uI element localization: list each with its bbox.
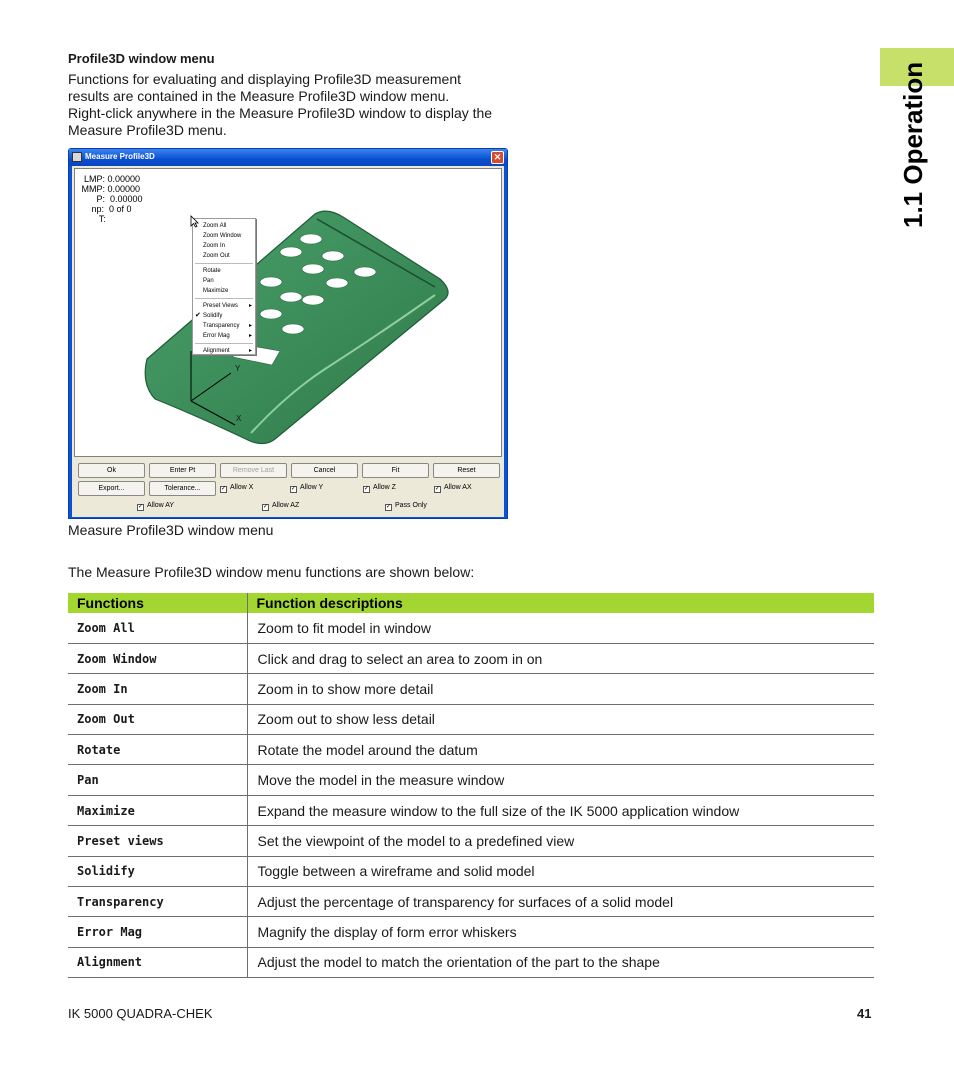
intro-line: Right-click anywhere in the Measure Profile3D window to display the: [68, 105, 493, 121]
checkbox-check-icon: ✓: [435, 486, 441, 492]
section-heading: Profile3D window menu: [68, 51, 215, 66]
checkbox-check-icon: ✓: [364, 486, 370, 492]
allow-z-checkbox[interactable]: [363, 483, 396, 493]
function-description: Click and drag to select an area to zoom in on: [247, 643, 874, 673]
window-client: [72, 166, 504, 517]
menu-item-solidify[interactable]: [193, 311, 255, 321]
checkbox-label: Pass Only: [395, 502, 427, 509]
figure-caption: Measure Profile3D window menu: [68, 522, 274, 538]
menu-item-maximize[interactable]: Maximize: [203, 288, 229, 294]
allow-y-checkbox[interactable]: [290, 483, 323, 493]
menu-item-rotate[interactable]: Rotate: [203, 268, 221, 274]
menu-item-transparency[interactable]: [193, 321, 255, 331]
function-name: Preset views: [68, 826, 247, 856]
menu-item-alignment[interactable]: [193, 346, 255, 356]
function-name: Zoom Out: [68, 704, 247, 734]
allow-ax-checkbox[interactable]: [434, 483, 472, 493]
window-title: Measure Profile3D: [85, 152, 155, 161]
submenu-arrow-icon: ▸: [248, 333, 252, 339]
enter-pt-button[interactable]: Enter Pt: [149, 463, 216, 478]
function-description: Expand the measure window to the full size of the IK 5000 application window: [247, 795, 874, 825]
submenu-arrow-icon: ▸: [248, 323, 252, 329]
y-axis-label: Y: [235, 364, 241, 373]
submenu-arrow-icon: ▸: [248, 348, 252, 354]
readout-mmp: MMP: 0.00000: [79, 184, 141, 194]
menu-label: Alignment: [203, 348, 230, 354]
measurement-readouts: [79, 174, 143, 224]
context-menu: [192, 218, 256, 355]
checkbox-check-icon: ✓: [291, 486, 297, 492]
menu-label: Preset Views: [203, 303, 238, 309]
remove-last-button[interactable]: Remove Last: [220, 463, 287, 478]
header-descriptions: Function descriptions: [247, 593, 874, 613]
table-lead-text: The Measure Profile3D window menu functions are shown below:: [68, 564, 475, 580]
table-row: [68, 826, 874, 856]
table-header-row: [68, 593, 874, 613]
function-description: Adjust the model to match the orientation of the part to the shape: [247, 947, 874, 977]
function-name: Rotate: [68, 735, 247, 765]
close-button[interactable]: ✕: [491, 151, 504, 164]
menu-item-pan[interactable]: Pan: [203, 278, 214, 284]
readout-lmp: LMP: 0.00000: [79, 174, 141, 184]
export-button[interactable]: Export...: [78, 481, 145, 496]
table-row: [68, 613, 874, 643]
function-description: Move the model in the measure window: [247, 765, 874, 795]
function-name: Solidify: [68, 856, 247, 886]
mouse-pointer-icon: [190, 215, 199, 228]
table-row: [68, 765, 874, 795]
readout-np: np: 0 of 0: [79, 204, 132, 214]
function-name: Zoom Window: [68, 643, 247, 673]
checkbox-check-icon: ✓: [221, 486, 227, 492]
checkbox-label: Allow AZ: [272, 502, 300, 509]
checkbox-label: Allow AY: [147, 502, 175, 509]
readout-p: P: 0.00000: [79, 194, 143, 204]
checkbox-check-icon: ✓: [386, 504, 392, 510]
menu-label: Error Mag: [203, 333, 230, 339]
function-name: Zoom In: [68, 674, 247, 704]
allow-az-checkbox[interactable]: [262, 501, 299, 511]
intro-paragraph: [68, 71, 518, 139]
chapter-title: 1.1 Operation: [898, 61, 928, 228]
table-row: [68, 856, 874, 886]
menu-label: Solidify: [203, 313, 223, 319]
x-axis-label: X: [236, 414, 242, 423]
functions-table: [68, 593, 874, 978]
intro-line: results are contained in the Measure Profile3D window menu.: [68, 88, 450, 104]
footer-product: IK 5000 QUADRA-CHEK: [68, 1006, 213, 1021]
menu-item-error-mag[interactable]: [193, 331, 255, 341]
submenu-arrow-icon: ▸: [248, 303, 252, 309]
app-icon: [72, 152, 82, 162]
function-description: Rotate the model around the datum: [247, 735, 874, 765]
menu-item-zoom-window[interactable]: Zoom Window: [203, 233, 242, 239]
menu-item-zoom-in[interactable]: Zoom In: [203, 243, 226, 249]
ok-button[interactable]: Ok: [78, 463, 145, 478]
table-row: [68, 887, 874, 917]
allow-x-checkbox[interactable]: [220, 483, 253, 493]
function-description: Adjust the percentage of transparency for surfaces of a solid model: [247, 887, 874, 917]
menu-separator: [195, 263, 253, 264]
function-name: Maximize: [68, 795, 247, 825]
page-number: 41: [857, 1006, 872, 1021]
checkbox-check-icon: ✓: [263, 504, 269, 510]
menu-label: Transparency: [203, 323, 240, 329]
header-functions: Functions: [68, 593, 247, 613]
function-description: Zoom to fit model in window: [247, 613, 874, 643]
reset-button[interactable]: Reset: [433, 463, 500, 478]
function-description: Toggle between a wireframe and solid model: [247, 856, 874, 886]
menu-item-zoom-out[interactable]: Zoom Out: [203, 253, 230, 259]
cancel-button[interactable]: Cancel: [291, 463, 358, 478]
model-viewport[interactable]: [74, 168, 502, 457]
menu-item-preset-views[interactable]: [193, 301, 255, 311]
table-row: [68, 947, 874, 977]
function-description: Set the viewpoint of the model to a predefined view: [247, 826, 874, 856]
function-description: Zoom out to show less detail: [247, 704, 874, 734]
function-description: Magnify the display of form error whiskers: [247, 917, 874, 947]
checkbox-label: Allow Y: [300, 484, 324, 491]
table-row: [68, 704, 874, 734]
checkbox-label: Allow AX: [444, 484, 472, 491]
pass-only-checkbox[interactable]: [385, 501, 427, 511]
table-row: [68, 917, 874, 947]
function-name: Alignment: [68, 947, 247, 977]
menu-item-zoom-all[interactable]: Zoom All: [203, 223, 227, 229]
check-icon: ✔: [195, 312, 201, 319]
allow-ay-checkbox[interactable]: [137, 501, 174, 511]
table-row: [68, 643, 874, 673]
table-row: [68, 674, 874, 704]
measure-profile3d-window: [68, 148, 508, 519]
menu-separator: [195, 298, 253, 299]
readout-t: T:: [79, 214, 106, 224]
function-description: Zoom in to show more detail: [247, 674, 874, 704]
checkbox-check-icon: ✓: [138, 504, 144, 510]
window-titlebar[interactable]: [69, 149, 507, 166]
function-name: Pan: [68, 765, 247, 795]
function-name: Error Mag: [68, 917, 247, 947]
intro-line: Measure Profile3D menu.: [68, 122, 227, 138]
tolerance-button[interactable]: Tolerance...: [149, 481, 216, 496]
checkbox-label: Allow Z: [373, 484, 396, 491]
checkbox-label: Allow X: [230, 484, 254, 491]
intro-line: Functions for evaluating and displaying Profile3D measurement: [68, 71, 461, 87]
function-name: Transparency: [68, 887, 247, 917]
table-row: [68, 795, 874, 825]
menu-separator: [195, 343, 253, 344]
table-row: [68, 735, 874, 765]
function-name: Zoom All: [68, 613, 247, 643]
fit-button[interactable]: Fit: [362, 463, 429, 478]
